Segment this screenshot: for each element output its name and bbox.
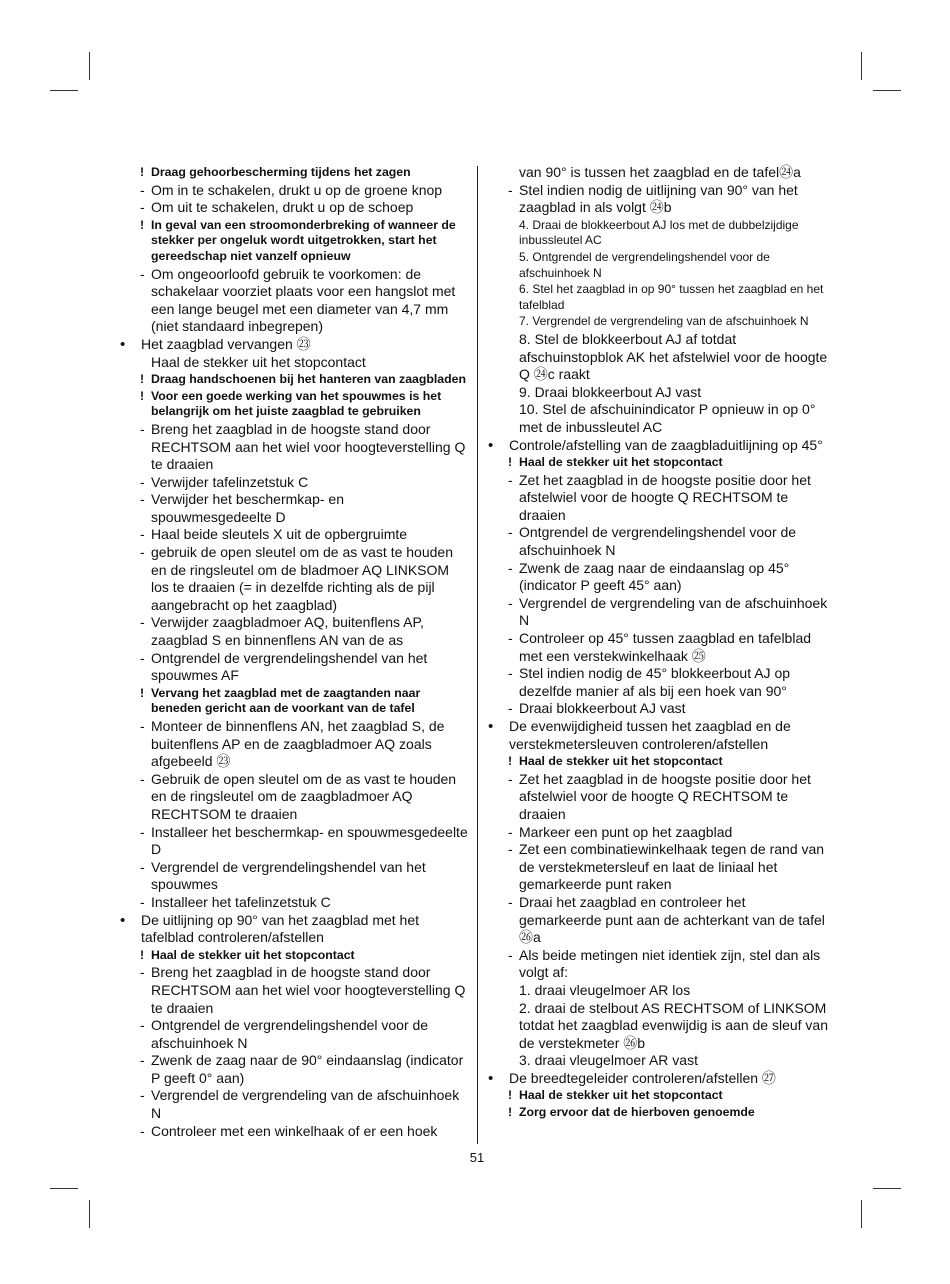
list-item xyxy=(486,182,831,217)
dash-mark: - xyxy=(140,199,145,216)
warning-item xyxy=(118,389,468,420)
item-text: Zet een combinatiewinkelhaak tegen de rand van de verstekmetersleuf en laat de liniaal het gemarkeerde punt raken xyxy=(519,841,825,893)
item-text: Om ongeoorloofd gebruik te voorkomen: de schakelaar voorziet plaats voor een hangslot met een lange beugel met een diameter van 4,7 mm (niet standaard inbegrepen) xyxy=(151,265,456,335)
dash-mark: - xyxy=(508,524,513,541)
item-text: van 90° is tussen het zaagblad en de tafel㉔a xyxy=(519,164,801,180)
item-text: Controleer met een winkelhaak of er een hoek xyxy=(151,1122,438,1139)
step-item xyxy=(486,218,831,249)
item-text: Om in te schakelen, drukt u op de groene knop xyxy=(151,181,443,198)
item-text: Vergrendel de vergrendeling van de afschuinhoek N xyxy=(151,1087,460,1122)
list-item xyxy=(118,1087,468,1122)
step-item xyxy=(486,1000,831,1053)
dash-mark: - xyxy=(140,649,145,666)
item-text: Ontgrendel de vergrendelingshendel voor de afschuinhoek N xyxy=(519,524,797,559)
item-text: Controleer op 45° tussen zaagblad en tafelblad met een verstekwinkelhaak ㉕ xyxy=(519,630,812,664)
item-text: Haal beide sleutels X uit de opbergruimte xyxy=(151,526,408,543)
dash-mark: - xyxy=(140,614,145,631)
list-item xyxy=(118,771,468,824)
list-item xyxy=(118,894,468,912)
dash-mark: - xyxy=(140,718,145,734)
item-text: Verwijder tafelinzetstuk C xyxy=(151,473,309,490)
item-text: In geval van een stroomonderbreking of wanneer de stekker per ongeluk wordt uitgetrokken, start het gereedschap niet vanzelf opnieuw xyxy=(151,217,456,263)
item-text: Draag gehoorbescherming tijdens het zagen xyxy=(151,165,411,179)
warning-mark: ! xyxy=(140,165,145,179)
item-text: Draai het zaagblad en controleer het gemarkeerde punt aan de achterkant van de tafel ㉖a xyxy=(519,893,825,946)
section-heading xyxy=(486,437,831,455)
warning-item xyxy=(486,754,831,770)
item-text: Zorg ervoor dat de hierboven genoemde xyxy=(519,1105,755,1120)
item-text: Ontgrendel de vergrendelingshendel voor de afschuinhoek N xyxy=(151,1017,429,1051)
dash-mark: - xyxy=(140,858,145,875)
step-item xyxy=(486,250,831,281)
item-text: Zwenk de zaag naar de eindaanslag op 45° (indicator P geeft 45° aan) xyxy=(519,559,790,594)
bullet-icon: • xyxy=(120,335,126,353)
list-item xyxy=(486,630,831,665)
dash-mark: - xyxy=(140,491,145,508)
list-item xyxy=(486,841,831,894)
dash-mark: - xyxy=(140,181,145,198)
list-item xyxy=(118,544,468,614)
dash-mark: - xyxy=(140,823,145,840)
step-item xyxy=(118,354,468,372)
item-text: Haal de stekker uit het stopcontact xyxy=(519,455,723,470)
item-text: Voor een goede werking van het spouwmes is het belangrijk om het juiste zaagblad te gebruiken xyxy=(151,388,442,419)
list-item xyxy=(118,421,468,474)
warning-item xyxy=(118,948,468,964)
item-text: Installeer het tafelinzetstuk C xyxy=(151,893,331,910)
section-heading xyxy=(118,912,468,947)
item-text: Controle/afstelling van de zaagbladuitlijning op 45° xyxy=(509,436,823,453)
dash-mark: - xyxy=(508,841,513,858)
warning-mark: ! xyxy=(140,685,145,700)
warning-mark: ! xyxy=(508,1105,513,1120)
list-item xyxy=(118,526,468,544)
item-text: Haal de stekker uit het stopcontact xyxy=(519,754,723,769)
list-item xyxy=(118,824,468,859)
dash-mark: - xyxy=(508,770,513,787)
list-item xyxy=(486,771,831,824)
item-text: 4. Draai de blokkeerbout AJ los met de dubbelzijdige inbussleutel AC xyxy=(519,217,799,248)
item-text: Het zaagblad vervangen ㉓ xyxy=(141,335,311,352)
warning-mark: ! xyxy=(508,455,513,470)
warning-item xyxy=(118,218,468,265)
item-text: Haal de stekker uit het stopcontact xyxy=(519,1088,723,1103)
item-text: De uitlijning op 90° van het zaagblad met het tafelblad controleren/afstellen xyxy=(141,911,420,946)
item-text: gebruik de open sleutel om de as vast te houden en de ringsleutel om de bladmoer AQ LINKSOM los te draaien (= in dezelfde richting als de pijl aangebracht op het zaagblad) xyxy=(151,544,453,613)
dash-mark: - xyxy=(140,265,145,282)
item-text: Haal de stekker uit het stopcontact xyxy=(151,353,366,370)
warning-mark: ! xyxy=(140,388,145,403)
step-item xyxy=(486,401,831,436)
dash-mark: - xyxy=(140,544,145,561)
dash-mark: - xyxy=(140,1122,145,1139)
list-item xyxy=(118,1052,468,1087)
dash-mark: - xyxy=(508,630,513,647)
list-item xyxy=(118,1123,468,1141)
item-text: De breedtegeleider controleren/afstellen ㉗ xyxy=(509,1069,776,1086)
item-text: De evenwijdigheid tussen het zaagblad en de verstekmetersleuven controleren/afstellen xyxy=(509,718,791,752)
step-item xyxy=(486,314,831,330)
item-text: Vergrendel de vergrendeling van de afschuinhoek N xyxy=(519,594,828,629)
item-text: 8. Stel de blokkeerbout AJ af totdat afschuinstopblok AK het afstelwiel voor de hoogte Q ㉔c raakt xyxy=(519,330,828,383)
warning-item xyxy=(486,455,831,471)
dash-mark: - xyxy=(140,1017,145,1034)
dash-mark: - xyxy=(140,1052,145,1069)
item-text: 10. Stel de afschuinindicator P opnieuw in op 0° met de inbussleutel AC xyxy=(519,401,816,435)
warning-mark: ! xyxy=(508,754,513,769)
item-text: Zet het zaagblad in de hoogste positie door het afstelwiel voor de hoogte Q RECHTSOM te draaien xyxy=(519,770,811,822)
list-item xyxy=(486,524,831,559)
list-item xyxy=(118,614,468,649)
item-text: Stel indien nodig de uitlijning van 90° van het zaagblad in als volgt ㉔b xyxy=(519,181,798,216)
list-item xyxy=(118,182,468,200)
step-item xyxy=(486,331,831,384)
step-item xyxy=(486,384,831,402)
list-item xyxy=(486,824,831,842)
step-item xyxy=(486,1052,831,1070)
warning-mark: ! xyxy=(140,372,145,387)
dash-mark: - xyxy=(140,964,145,981)
item-text: Verwijder zaagbladmoer AQ, buitenflens AP, zaagblad S en binnenflens AN van de as xyxy=(151,614,424,649)
list-item xyxy=(118,474,468,492)
list-item xyxy=(486,665,831,700)
dash-mark: - xyxy=(508,471,513,488)
list-item xyxy=(118,964,468,1017)
item-text: Draai blokkeerbout AJ vast xyxy=(519,700,686,717)
item-text: 3. draai vleugelmoer AR vast xyxy=(519,1052,698,1069)
dash-mark: - xyxy=(140,770,145,787)
warning-item xyxy=(486,1088,831,1104)
item-text: Vergrendel de vergrendelingshendel van het spouwmes xyxy=(151,858,426,893)
item-text: Als beide metingen niet identiek zijn, stel dan als volgt af: xyxy=(519,946,821,981)
list-item xyxy=(486,947,831,982)
item-text: 5. Ontgrendel de vergrendelingshendel voor de afschuinhoek N xyxy=(519,249,770,280)
dash-mark: - xyxy=(508,181,513,198)
section-heading xyxy=(486,1070,831,1088)
list-item xyxy=(118,718,468,771)
dash-mark: - xyxy=(140,473,145,490)
list-item xyxy=(118,266,468,336)
item-text: Gebruik de open sleutel om de as vast te houden en de ringsleutel om de zaagbladmoer AQ RECHTSOM te draaien xyxy=(151,770,457,822)
list-item xyxy=(118,650,468,685)
dash-mark: - xyxy=(140,893,145,910)
item-text: Zwenk de zaag naar de 90° eindaanslag (indicator P geeft 0° aan) xyxy=(151,1052,464,1086)
step-item xyxy=(486,982,831,1000)
item-text: Breng het zaagblad in de hoogste stand door RECHTSOM aan het wiel voor hoogteverstelling Q te draaien xyxy=(151,420,466,473)
item-text: Markeer een punt op het zaagblad xyxy=(519,823,733,840)
bullet-icon: • xyxy=(488,436,494,454)
bullet-icon: • xyxy=(488,718,494,735)
item-text: 1. draai vleugelmoer AR los xyxy=(519,981,691,998)
dash-mark: - xyxy=(508,594,513,611)
dash-mark: - xyxy=(508,665,513,682)
warning-item xyxy=(118,686,468,717)
step-item xyxy=(486,282,831,313)
item-text: Ontgrendel de vergrendelingshendel van het spouwmes AF xyxy=(151,649,428,684)
item-text: Om uit te schakelen, drukt u op de schoep xyxy=(151,199,414,216)
step-item xyxy=(486,164,831,182)
item-text: Zet het zaagblad in de hoogste positie door het afstelwiel voor de hoogte Q RECHTSOM te draaien xyxy=(519,471,811,523)
dash-mark: - xyxy=(508,946,513,963)
item-text: Verwijder het beschermkap- en spouwmesgedeelte D xyxy=(151,491,344,525)
list-item xyxy=(486,472,831,525)
item-text: Installeer het beschermkap- en spouwmesgedeelte D xyxy=(151,823,468,858)
list-item xyxy=(118,1017,468,1052)
item-text: Draag handschoenen bij het hanteren van zaagbladen xyxy=(151,372,467,387)
item-text: Vervang het zaagblad met de zaagtanden naar beneden gericht aan de voorkant van de tafel xyxy=(151,685,421,716)
item-text: 7. Vergrendel de vergrendeling van de afschuinhoek N xyxy=(519,314,809,329)
item-text: 9. Draai blokkeerbout AJ vast xyxy=(519,383,702,400)
dash-mark: - xyxy=(508,559,513,576)
warning-item xyxy=(486,1105,831,1121)
right-column xyxy=(486,164,831,1122)
item-text: 6. Stel het zaagblad in op 90° tussen het zaagblad en het tafelblad xyxy=(519,282,824,312)
list-item xyxy=(118,859,468,894)
warning-mark: ! xyxy=(508,1088,513,1103)
dash-mark: - xyxy=(140,1087,145,1104)
bullet-icon: • xyxy=(120,911,126,929)
dash-mark: - xyxy=(508,823,513,840)
warning-mark: ! xyxy=(140,947,145,962)
list-item xyxy=(486,700,831,718)
column-divider xyxy=(477,166,478,1144)
section-heading xyxy=(118,336,468,354)
warning-mark: ! xyxy=(140,217,145,232)
list-item xyxy=(118,199,468,217)
dash-mark: - xyxy=(508,893,513,910)
section-heading xyxy=(486,718,831,753)
warning-item xyxy=(118,372,468,388)
bullet-icon: • xyxy=(488,1069,494,1087)
item-text: Breng het zaagblad in de hoogste stand door RECHTSOM aan het wiel voor hoogteverstelling Q te draaien xyxy=(151,964,466,1016)
item-text: Monteer de binnenflens AN, het zaagblad S, de buitenflens AP en de zaagbladmoer AQ zoals afgebeeld ㉓ xyxy=(151,718,445,770)
list-item xyxy=(486,595,831,630)
warning-item xyxy=(118,165,468,181)
list-item xyxy=(486,894,831,947)
list-item xyxy=(486,560,831,595)
dash-mark: - xyxy=(140,420,145,437)
dash-mark: - xyxy=(140,526,145,543)
item-text: 2. draai de stelbout AS RECHTSOM of LINKSOM totdat het zaagblad evenwijdig is aan de sleuf van de verstekmeter ㉖b xyxy=(519,999,828,1051)
list-item xyxy=(118,491,468,526)
left-column xyxy=(118,164,468,1140)
item-text: Stel indien nodig de 45° blokkeerbout AJ op dezelfde manier af als bij een hoek van 90° xyxy=(519,665,791,699)
item-text: Haal de stekker uit het stopcontact xyxy=(151,947,355,962)
dash-mark: - xyxy=(508,700,513,717)
page-number: 51 xyxy=(469,1150,485,1165)
